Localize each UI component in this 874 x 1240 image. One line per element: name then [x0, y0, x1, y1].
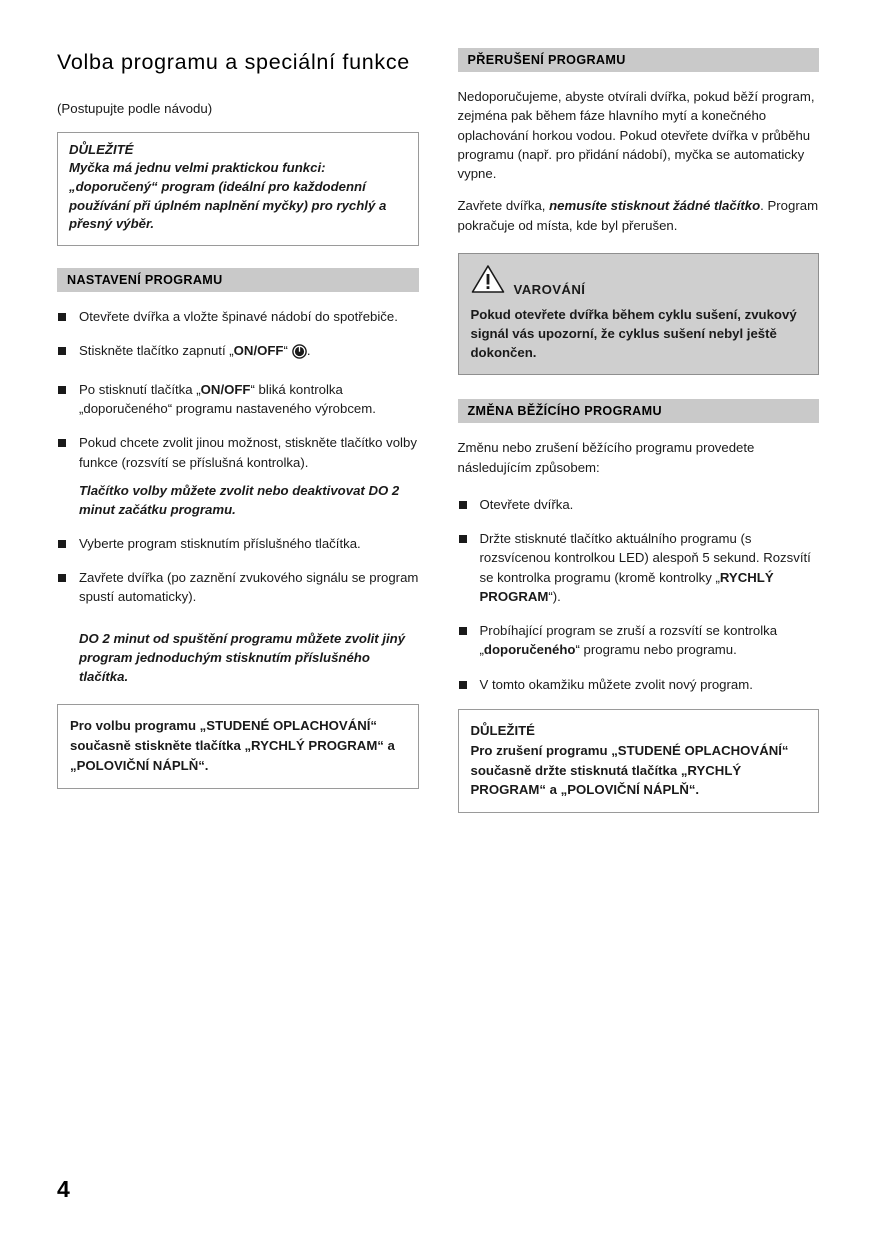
step-text-bold: ON/OFF [233, 343, 284, 359]
warning-triangle-icon [471, 264, 505, 299]
step-text: Vyberte program stisknutím příslušného tlačítka. [79, 535, 361, 551]
list-item [57, 380, 419, 419]
two-column-layout [57, 48, 819, 813]
list-item [458, 495, 820, 514]
warning-text: Pokud otevřete dvířka během cyklu sušení, zvukový signál vás upozorní, že cyklus sušení nebyl ještě dokončen. [470, 306, 797, 361]
step-text-post: “ [283, 343, 288, 359]
step-text-pre: Po stisknutí tlačítka „ [79, 381, 201, 397]
program-setup-steps [57, 307, 419, 606]
warning-box [458, 253, 820, 375]
section-heading-program-setup: NASTAVENÍ PROGRAMU [57, 268, 419, 292]
important-box-left [57, 132, 419, 246]
paragraph-2-bold: nemusíte stisknout žádné tlačítko [549, 198, 761, 214]
important-box-right [458, 709, 820, 813]
list-item [57, 568, 419, 607]
cold-rinse-box: Pro volbu programu „STUDENÉ OPLACHOVÁNÍ“ současně stiskněte tlačítka „RYCHLÝ PROGRAM“ a „POLOVIČNÍ NÁPLŇ“. [57, 704, 419, 788]
step-emphasis: Tlačítko volby můžete zvolit nebo deaktivovat DO 2 minut začátku programu. [79, 482, 400, 517]
paragraph-2-pre: Zavřete dvířka, [457, 198, 550, 214]
list-item [57, 534, 419, 553]
step-text-post: “ programu nebo programu. [575, 642, 737, 658]
list-item [57, 341, 419, 364]
subtitle: (Postupujte podle návodu) [57, 101, 213, 117]
step-text-tail: . [306, 343, 311, 359]
step-text-pre: Probíhající program se zruší a rozsvítí se kontrolka „ [479, 623, 778, 658]
list-item [458, 529, 820, 606]
step-text-bold: RYCHLÝ PROGRAM [479, 569, 774, 604]
important-box-left-heading: DŮLEŽITÉ [69, 142, 134, 158]
warning-title: VAROVÁNÍ [513, 281, 586, 297]
step-text: Pokud chcete zvolit jinou možnost, stiskněte tlačítko volby funkce (rozsvítí se příslušná kontrolka). [79, 435, 417, 470]
paragraph-2-post: . Program pokračuje od místa, kde byl přerušen. [457, 198, 819, 233]
important-box-right-heading: DŮLEŽITÉ [470, 722, 535, 738]
left-column [57, 48, 419, 813]
program-change-note: DO 2 minut od spuštění programu můžete zvolit jiný program jednoduchým stisknutím příslušného tlačítka. [79, 630, 406, 685]
important-box-right-text: Pro zrušení programu „STUDENÉ OPLACHOVÁNÍ“ současně držte stisknutá tlačítka „RYCHLÝ PROGRAM“ a „POLOVIČNÍ NÁPLŇ“. [470, 742, 789, 798]
program-change-steps [458, 495, 820, 694]
step-text: Otevřete dvířka a vložte špinavé nádobí do spotřebiče. [79, 309, 398, 325]
step-text: V tomto okamžiku můžete zvolit nový program. [479, 676, 753, 692]
list-item [57, 307, 419, 326]
important-box-left-text: Myčka má jednu velmi praktickou funkci: „doporučený“ program (ideální pro každodenní používání při úplném naplnění myčky) pro rychlý a přesný výběr. [69, 160, 387, 232]
section-heading-program-interrupt: PŘERUŠENÍ PROGRAMU [458, 48, 820, 72]
step-text-post: “). [548, 588, 561, 604]
list-item [458, 621, 820, 660]
right-column [458, 48, 820, 813]
step-text-bold: doporučeného [483, 642, 576, 658]
page-title: Volba programu a speciální funkce [57, 50, 410, 74]
step-text-post: “ bliká kontrolka „doporučeného“ programu nastaveného výrobcem. [79, 381, 376, 417]
interrupt-paragraph-2 [458, 196, 820, 235]
warning-header [471, 264, 807, 299]
step-text-pre: Držte stisknuté tlačítko aktuálního programu (s rozsvícenou kontrolkou LED) alespoň 5 sekund. Rozsvítí se kontrolka programu (kromě kontrolky „ [479, 531, 811, 585]
step-text: Otevřete dvířka. [479, 496, 574, 512]
page-number: 4 [57, 1176, 70, 1202]
step-text: Zavřete dvířka (po zaznění zvukového signálu se program spustí automaticky). [79, 570, 419, 605]
change-paragraph: Změnu nebo zrušení běžícího programu provedete následujícím způsobem: [457, 440, 755, 475]
step-text-pre: Stiskněte tlačítko zapnutí „ [79, 343, 234, 359]
list-item [57, 433, 419, 519]
interrupt-paragraph-1: Nedoporučujeme, abyste otvírali dvířka, pokud běží program, zejména pak během fáze hlavního mytí a konečného oplachování horkou vodou. Pokud otevřete dvířka v průběhu programu (např. pro přidání nádobí), myčka se automaticky vypne. [457, 89, 815, 182]
list-item [458, 675, 820, 694]
power-icon [292, 344, 307, 364]
section-heading-program-change: ZMĚNA BĚŽÍCÍHO PROGRAMU [458, 399, 820, 423]
step-text-bold: ON/OFF [200, 381, 251, 397]
